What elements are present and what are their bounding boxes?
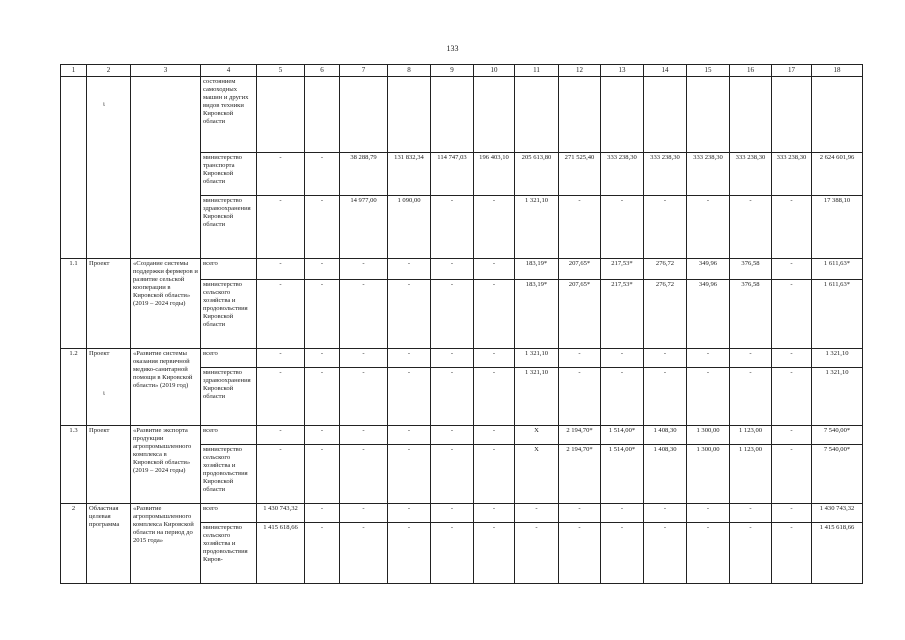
value-cell: - (559, 349, 601, 368)
value-cell: 38 288,79 (340, 153, 388, 196)
value-cell: - (474, 368, 515, 426)
value-cell: 2 194,70* (559, 445, 601, 504)
value-cell: 196 403,10 (474, 153, 515, 196)
value-cell: - (340, 504, 388, 523)
value-cell (305, 77, 340, 153)
value-cell: 271 525,40 (559, 153, 601, 196)
value-cell (257, 77, 305, 153)
value-cell: 333 238,30 (730, 153, 772, 196)
value-cell: - (257, 426, 305, 445)
row-type: Проект (87, 259, 131, 349)
value-cell (601, 77, 644, 153)
value-cell: - (730, 368, 772, 426)
total-cell: 7 540,00* (812, 426, 863, 445)
value-cell: - (340, 259, 388, 280)
value-cell: 1 300,00 (687, 445, 730, 504)
value-cell: - (257, 196, 305, 259)
column-header: 9 (431, 65, 474, 77)
total-cell: 17 388,10 (812, 196, 863, 259)
value-cell: - (687, 349, 730, 368)
value-cell: - (305, 445, 340, 504)
column-header: 13 (601, 65, 644, 77)
value-cell: - (305, 196, 340, 259)
executor-cell: всего (201, 504, 257, 523)
value-cell (559, 77, 601, 153)
value-cell: - (388, 280, 431, 349)
value-cell: - (601, 523, 644, 584)
total-cell: 1 430 743,32 (812, 504, 863, 523)
value-cell: - (730, 349, 772, 368)
value-cell: - (687, 196, 730, 259)
value-cell (772, 77, 812, 153)
value-cell: 333 238,30 (772, 153, 812, 196)
header-row (61, 65, 863, 77)
value-cell: 114 747,03 (431, 153, 474, 196)
value-cell: 14 977,00 (340, 196, 388, 259)
executor-cell: всего (201, 426, 257, 445)
value-cell: 1 415 618,66 (257, 523, 305, 584)
total-cell: 2 624 601,96 (812, 153, 863, 196)
value-cell: - (644, 523, 687, 584)
row-name: «Развитие системы оказания первичной медико-санитарной помощи в Кировской области» (2019 год) (131, 349, 201, 426)
row-name: «Развитие экспорта продукции агропромышленного комплекса в Кировской области» (2019 – 2024 годы) (131, 426, 201, 504)
value-cell: - (687, 523, 730, 584)
value-cell: - (474, 349, 515, 368)
executor-cell: министерство здравоохранения Кировской области (201, 196, 257, 259)
value-cell: 1 321,10 (515, 349, 559, 368)
value-cell: - (340, 280, 388, 349)
value-cell: 1 123,00 (730, 445, 772, 504)
value-cell: - (515, 523, 559, 584)
value-cell: 1 408,30 (644, 426, 687, 445)
total-cell: 1 321,10 (812, 368, 863, 426)
value-cell: - (388, 349, 431, 368)
value-cell: - (601, 196, 644, 259)
value-cell (687, 77, 730, 153)
value-cell: X (515, 445, 559, 504)
value-cell: - (305, 259, 340, 280)
column-header: 2 (87, 65, 131, 77)
value-cell: - (340, 445, 388, 504)
column-header: 1 (61, 65, 87, 77)
value-cell: - (257, 368, 305, 426)
column-header: 16 (730, 65, 772, 77)
total-cell: 7 540,00* (812, 445, 863, 504)
value-cell: 183,19* (515, 280, 559, 349)
table-row (61, 349, 863, 368)
value-cell: 333 238,30 (687, 153, 730, 196)
value-cell: - (772, 504, 812, 523)
value-cell: - (431, 280, 474, 349)
executor-cell: министерство транспорта Кировской области (201, 153, 257, 196)
value-cell: 1 514,00* (601, 426, 644, 445)
value-cell: - (388, 523, 431, 584)
executor-cell: состоянием самоходных машин и других видов техники Кировской области (201, 77, 257, 153)
value-cell: - (340, 368, 388, 426)
row-name: «Развитие агропромышленного комплекса Кировской области на период до 2015 года» (131, 504, 201, 584)
value-cell: - (388, 426, 431, 445)
value-cell: - (601, 504, 644, 523)
row-type: Проект (87, 349, 131, 426)
value-cell: 349,96 (687, 280, 730, 349)
value-cell: - (305, 523, 340, 584)
value-cell: 205 613,80 (515, 153, 559, 196)
value-cell: - (431, 504, 474, 523)
value-cell: 131 832,34 (388, 153, 431, 196)
value-cell (388, 77, 431, 153)
value-cell: - (474, 523, 515, 584)
column-header: 14 (644, 65, 687, 77)
row-number (61, 77, 87, 259)
column-header: 4 (201, 65, 257, 77)
value-cell: 2 194,70* (559, 426, 601, 445)
value-cell: - (559, 368, 601, 426)
value-cell: 207,65* (559, 259, 601, 280)
value-cell: 333 238,30 (644, 153, 687, 196)
value-cell: - (474, 445, 515, 504)
value-cell: - (431, 445, 474, 504)
value-cell: - (431, 196, 474, 259)
value-cell: - (474, 426, 515, 445)
value-cell (340, 77, 388, 153)
value-cell: - (340, 426, 388, 445)
value-cell: - (772, 368, 812, 426)
value-cell: - (772, 349, 812, 368)
row-type: Проект (87, 426, 131, 504)
value-cell: 217,53* (601, 280, 644, 349)
value-cell: - (772, 259, 812, 280)
value-cell: - (601, 349, 644, 368)
value-cell: 276,72 (644, 280, 687, 349)
value-cell (515, 77, 559, 153)
executor-cell: министерство здравоохранения Кировской области (201, 368, 257, 426)
value-cell: - (305, 504, 340, 523)
value-cell: 1 090,00 (388, 196, 431, 259)
value-cell: 333 238,30 (601, 153, 644, 196)
value-cell: - (431, 368, 474, 426)
value-cell: - (644, 504, 687, 523)
row-number: 1.3 (61, 426, 87, 504)
value-cell: 1 321,10 (515, 196, 559, 259)
value-cell: - (431, 349, 474, 368)
value-cell: 1 514,00* (601, 445, 644, 504)
value-cell: 1 408,30 (644, 445, 687, 504)
value-cell: - (730, 504, 772, 523)
value-cell: 217,53* (601, 259, 644, 280)
row-type: Областная целевая программа (87, 504, 131, 584)
value-cell: 376,58 (730, 259, 772, 280)
row-number: 2 (61, 504, 87, 584)
value-cell: - (388, 504, 431, 523)
column-header: 12 (559, 65, 601, 77)
column-header: 6 (305, 65, 340, 77)
column-header: 10 (474, 65, 515, 77)
value-cell: - (305, 368, 340, 426)
column-header: 5 (257, 65, 305, 77)
row-number: 1.2 (61, 349, 87, 426)
total-cell (812, 77, 863, 153)
table-row (61, 77, 863, 153)
value-cell: - (772, 196, 812, 259)
value-cell: - (772, 523, 812, 584)
value-cell: - (474, 259, 515, 280)
value-cell: 1 430 743,32 (257, 504, 305, 523)
budget-table (60, 64, 863, 584)
column-header: 11 (515, 65, 559, 77)
value-cell: 1 300,00 (687, 426, 730, 445)
row-name (131, 77, 201, 259)
value-cell: 207,65* (559, 280, 601, 349)
column-header: 7 (340, 65, 388, 77)
value-cell: - (601, 368, 644, 426)
value-cell: 276,72 (644, 259, 687, 280)
value-cell: - (474, 280, 515, 349)
value-cell: - (687, 368, 730, 426)
value-cell: - (257, 349, 305, 368)
page-number: 133 (446, 44, 459, 53)
value-cell: - (644, 196, 687, 259)
value-cell: - (431, 426, 474, 445)
value-cell: - (730, 523, 772, 584)
value-cell: - (340, 349, 388, 368)
total-cell: 1 415 618,66 (812, 523, 863, 584)
value-cell: - (730, 196, 772, 259)
column-header: 17 (772, 65, 812, 77)
value-cell: - (257, 445, 305, 504)
value-cell: - (644, 368, 687, 426)
value-cell: - (257, 280, 305, 349)
value-cell: - (559, 196, 601, 259)
value-cell: - (388, 259, 431, 280)
executor-cell: всего (201, 259, 257, 280)
row-number: 1.1 (61, 259, 87, 349)
value-cell (431, 77, 474, 153)
total-cell: 1 321,10 (812, 349, 863, 368)
table-row (61, 426, 863, 445)
column-header: 18 (812, 65, 863, 77)
value-cell (730, 77, 772, 153)
table-row (61, 259, 863, 280)
value-cell: 349,96 (687, 259, 730, 280)
value-cell: 183,19* (515, 259, 559, 280)
value-cell: - (340, 523, 388, 584)
total-cell: 1 611,63* (812, 280, 863, 349)
value-cell (644, 77, 687, 153)
column-header: 8 (388, 65, 431, 77)
value-cell: - (559, 504, 601, 523)
value-cell: 1 123,00 (730, 426, 772, 445)
value-cell: - (559, 523, 601, 584)
value-cell: X (515, 426, 559, 445)
value-cell: - (257, 259, 305, 280)
executor-cell: министерство сельского хозяйства и продовольствия Кировской области (201, 280, 257, 349)
column-header: 3 (131, 65, 201, 77)
value-cell: - (515, 504, 559, 523)
executor-cell: министерство сельского хозяйства и продовольствия Киров- (201, 523, 257, 584)
value-cell: - (772, 426, 812, 445)
value-cell: - (772, 280, 812, 349)
value-cell: - (772, 445, 812, 504)
value-cell: - (305, 153, 340, 196)
value-cell: 1 321,10 (515, 368, 559, 426)
value-cell (474, 77, 515, 153)
value-cell: - (431, 259, 474, 280)
stray-mark: ι (103, 100, 105, 108)
executor-cell: министерство сельского хозяйства и продовольствия Кировской области (201, 445, 257, 504)
row-type (87, 77, 131, 259)
value-cell: 376,58 (730, 280, 772, 349)
value-cell: - (305, 280, 340, 349)
value-cell: - (474, 504, 515, 523)
table-row (61, 504, 863, 523)
value-cell: - (388, 445, 431, 504)
executor-cell: всего (201, 349, 257, 368)
value-cell: - (388, 368, 431, 426)
value-cell: - (687, 504, 730, 523)
value-cell: - (257, 153, 305, 196)
value-cell: - (305, 426, 340, 445)
value-cell: - (305, 349, 340, 368)
row-name: «Создание системы поддержки фермеров и развитие сельской кооперации в Кировской области» (2019 – 2024 годы) (131, 259, 201, 349)
value-cell: - (474, 196, 515, 259)
total-cell: 1 611,63* (812, 259, 863, 280)
value-cell: - (431, 523, 474, 584)
value-cell: - (644, 349, 687, 368)
stray-mark: ι (103, 389, 105, 397)
column-header: 15 (687, 65, 730, 77)
